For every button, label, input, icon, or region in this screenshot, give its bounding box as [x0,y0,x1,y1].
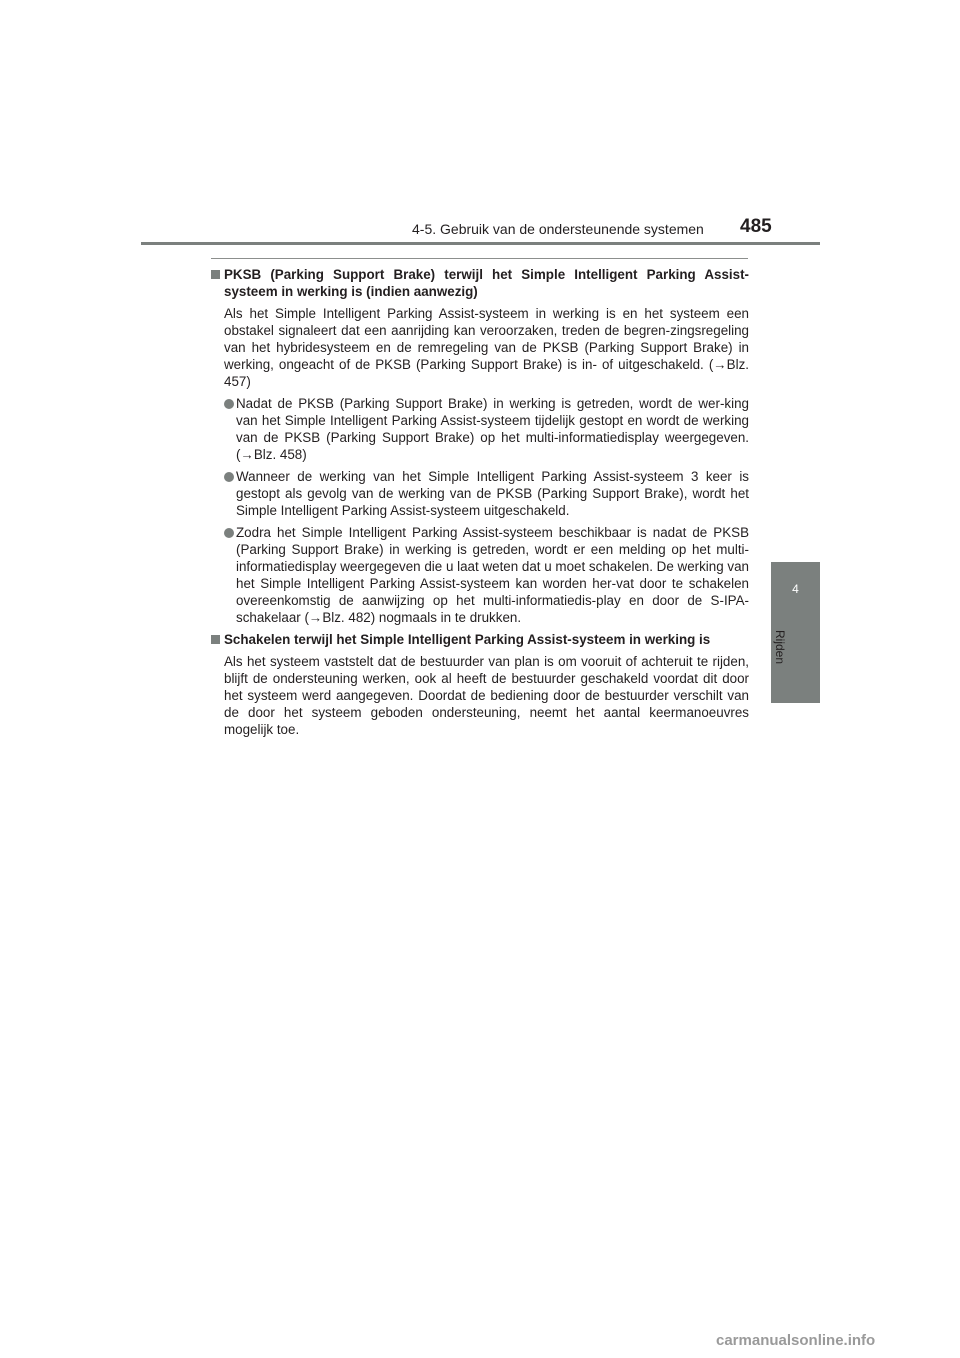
page-number: 485 [740,216,772,237]
list-item [211,524,749,626]
chapter-label: Rijden [773,630,787,665]
section-heading-text: Schakelen terwijl het Simple Intelligent Parking Assist-systeem in werking is [224,632,711,647]
circle-bullet-icon [224,399,234,409]
chapter-number: 4 [792,582,799,596]
list-item-text: Zodra het Simple Intelligent Parking Assist-systeem beschikbaar is nadat de PKSB (Parking Support Brake) in werking is getreden, wordt er een melding op het multi-informatiedisplay weergegeven die u laat weten dat u moet schakelen. De werking van het Simple Intelligent Parking Assist-systeem kan worden her-vat door te schakelen overeenkomstig de aanwijzing op het multi-informatiedis-play en door de S-IPA-schakelaar (→Blz. 482) nogmaals in te drukken. [236,525,749,625]
list-item [211,468,749,519]
section-rule [211,258,748,259]
circle-bullet-icon [224,472,234,482]
section-paragraph: Als het Simple Intelligent Parking Assist-systeem in werking is en het systeem een obstakel signaleert dat een aanrijding kan veroorzaken, treden de begren-zingsregeling van het hybridesysteem en de remregeling van de PKSB (Parking Support Brake) in werking, ongeacht of de PKSB (Parking Support Brake) is in- of uitgeschakeld. (→Blz. 457) [224,306,749,389]
list-item-text: Nadat de PKSB (Parking Support Brake) in werking is getreden, wordt de wer-king van het Simple Intelligent Parking Assist-systeem tijdelijk gestopt en wordt de werking van de PKSB (Parking Support Brake) op het multi-informatiedisplay weergegeven. (→Blz. 458) [236,396,749,462]
watermark: carmanualsonline.info [716,1332,876,1349]
list-item [211,395,749,463]
main-content [211,266,749,743]
list-item-text: Wanneer de werking van het Simple Intelligent Parking Assist-systeem 3 keer is gestopt als gevolg van de werking van de PKSB (Parking Support Brake), wordt het Simple Intelligent Parking Assist-systeem uitgeschakeld. [236,469,749,518]
section-heading [211,266,749,300]
header-title: 4-5. Gebruik van de ondersteunende systemen [412,221,704,237]
section-heading-text: PKSB (Parking Support Brake) terwijl het Simple Intelligent Parking Assist-systeem in werking is (indien aanwezig) [224,267,749,299]
section-heading [211,631,749,648]
square-bullet-icon [211,635,220,644]
circle-bullet-icon [224,528,234,538]
square-bullet-icon [211,270,220,279]
header-rule [141,242,820,245]
section-paragraph: Als het systeem vaststelt dat de bestuurder van plan is om vooruit of achteruit te rijden, blijft de ondersteuning werken, ook al heeft de bestuurder geschakeld voordat dit door het systeem werd aangegeven. Doordat de bediening door de bestuurder verschilt van de door het systeem geboden ondersteuning, neemt het aantal keermanoeuvres mogelijk toe. [224,654,749,737]
